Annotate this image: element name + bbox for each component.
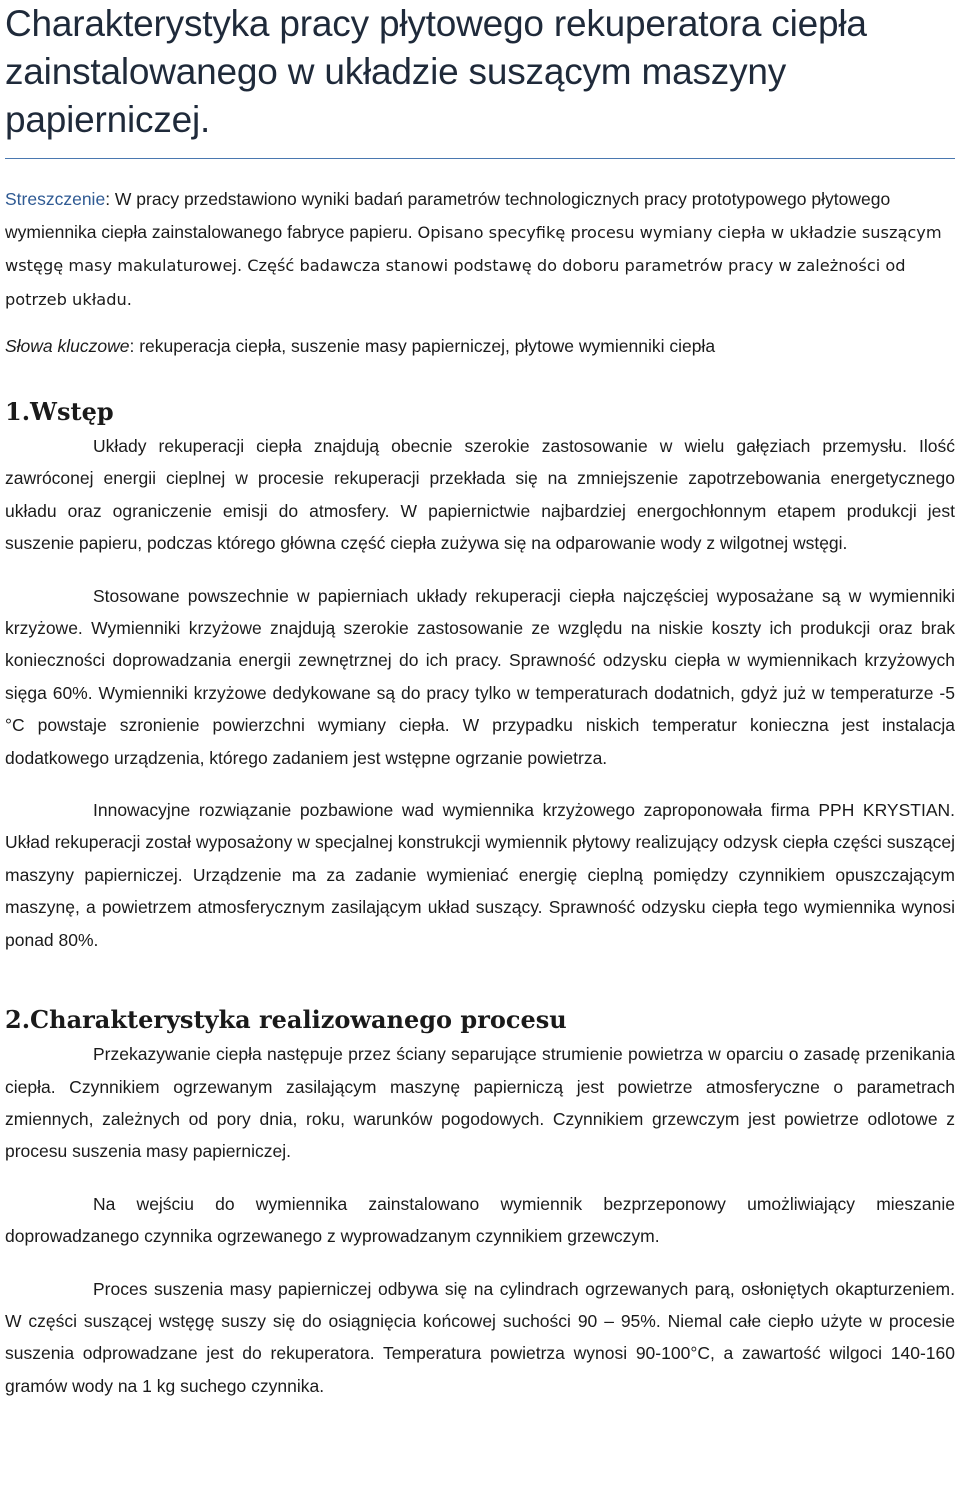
keywords-text: : rekuperacja ciepła, suszenie masy papierniczej, płytowe wymienniki ciepła <box>129 336 716 356</box>
keywords <box>5 330 955 362</box>
abstract-text-part1: : W pracy przedstawiono wyniki badań parametrów technologicznych pracy prototypowego płytowego wymiennika ciepła zainstalowanego fabryce papieru. <box>5 189 891 242</box>
paragraph: Proces suszenia masy papierniczej odbywa się na cylindrach ogrzewanych parą, osłoniętych okapturzeniem. W części suszącej wstęgę suszy się do osiągnięcia końcowej suchości 90 – 95%. Niemal całe ciepło użyte w procesie suszenia odprowadzane jest do rekuperatora. Temperatura powietrza wynosi 90-100°C, a zawartość wilgoci 140-160 gramów wody na 1 kg suchego czynnika. <box>5 1278 955 1396</box>
paragraph: Układy rekuperacji ciepła znajdują obecnie szerokie zastosowanie w wielu gałęziach przemysłu. Ilość zawróconej energii cieplnej w procesie rekuperacji przekłada się na zmniejszenie zapotrzebowania energetycznego układu oraz ograniczenie emisji do atmosfery. W papiernictwie najbardziej energochłonnym etapem produkcji jest suszenie papieru, podczas którego główna część ciepła zużywa się na odparowanie wody z wilgotnej wstęgi. <box>5 436 955 554</box>
document-title: Charakterystyka pracy płytowego rekuperatora ciepła zainstalowanego w układzie suszącym maszyny papierniczej. <box>5 3 867 140</box>
paragraph: Stosowane powszechnie w papierniach układy rekuperacji ciepła najczęściej wyposażane są w wymienniki krzyżowe. Wymienniki krzyżowe znajdują szerokie zastosowanie ze względu na niskie koszty ich produkcji oraz brak konieczności doprowadzania energii zewnętrznej do ich pracy. Sprawność odzysku ciepła w wymiennikach krzyżowych sięga 60%. Wymienniki krzyżowe dedykowane są do pracy tylko w temperaturach dodatnich, gdyż już w temperaturze -5 °C powstaje szronienie powierzchni wymiany ciepła. W przypadku niskich temperatur konieczna jest instalacja dodatkowego urządzenia, którego zadaniem jest wstępne ogrzanie powietrza. <box>5 585 955 768</box>
abstract-label: Streszczenie <box>5 189 106 209</box>
keywords-label: Słowa kluczowe <box>5 336 130 356</box>
abstract-text-part2: Opisano specyfikę procesu wymiany ciepła w układzie suszącym wstęgę masy makulaturowej. Część badawcza stanowi podstawę do doboru parametrów pracy w zależności od potrzeb układu. <box>5 222 942 309</box>
section-heading-introduction: 1.Wstęp <box>5 397 114 426</box>
paragraph: Przekazywanie ciepła następuje przez ściany separujące strumienie powietrza w oparciu o zasadę przenikania ciepła. Czynnikiem ogrzewanym zasilającym maszynę papierniczą jest powietrze atmosferyczne o parametrach zmiennych, zależnych od pory dnia, roku, warunków pogodowych. Czynnikiem grzewczym jest powietrze odlotowe z procesu suszenia masy papierniczej. <box>5 1044 955 1162</box>
abstract <box>5 183 955 316</box>
section-heading-process: 2.Charakterystyka realizowanego procesu <box>5 1005 567 1035</box>
title-divider <box>5 158 955 159</box>
paragraph: Innowacyjne rozwiązanie pozbawione wad wymiennika krzyżowego zaproponowała firma PPH KRYSTIAN. Układ rekuperacji został wyposażony w specjalnej konstrukcji wymiennik płytowy realizujący odzysk ciepła części suszącej maszyny papierniczej. Urządzenie ma za zadanie wymieniać energię cieplną pomiędzy czynnikiem opuszczającym maszynę, a powietrzem atmosferycznym zasilającym układ suszący. Sprawność odzysku ciepła tego wymiennika wynosi ponad 80%. <box>5 800 955 950</box>
paragraph: Na wejściu do wymiennika zainstalowano wymiennik bezprzeponowy umożliwiający mieszanie doprowadzanego czynnika ogrzewanego z wyprowadzanym czynnikiem grzewczym. <box>5 1193 955 1247</box>
